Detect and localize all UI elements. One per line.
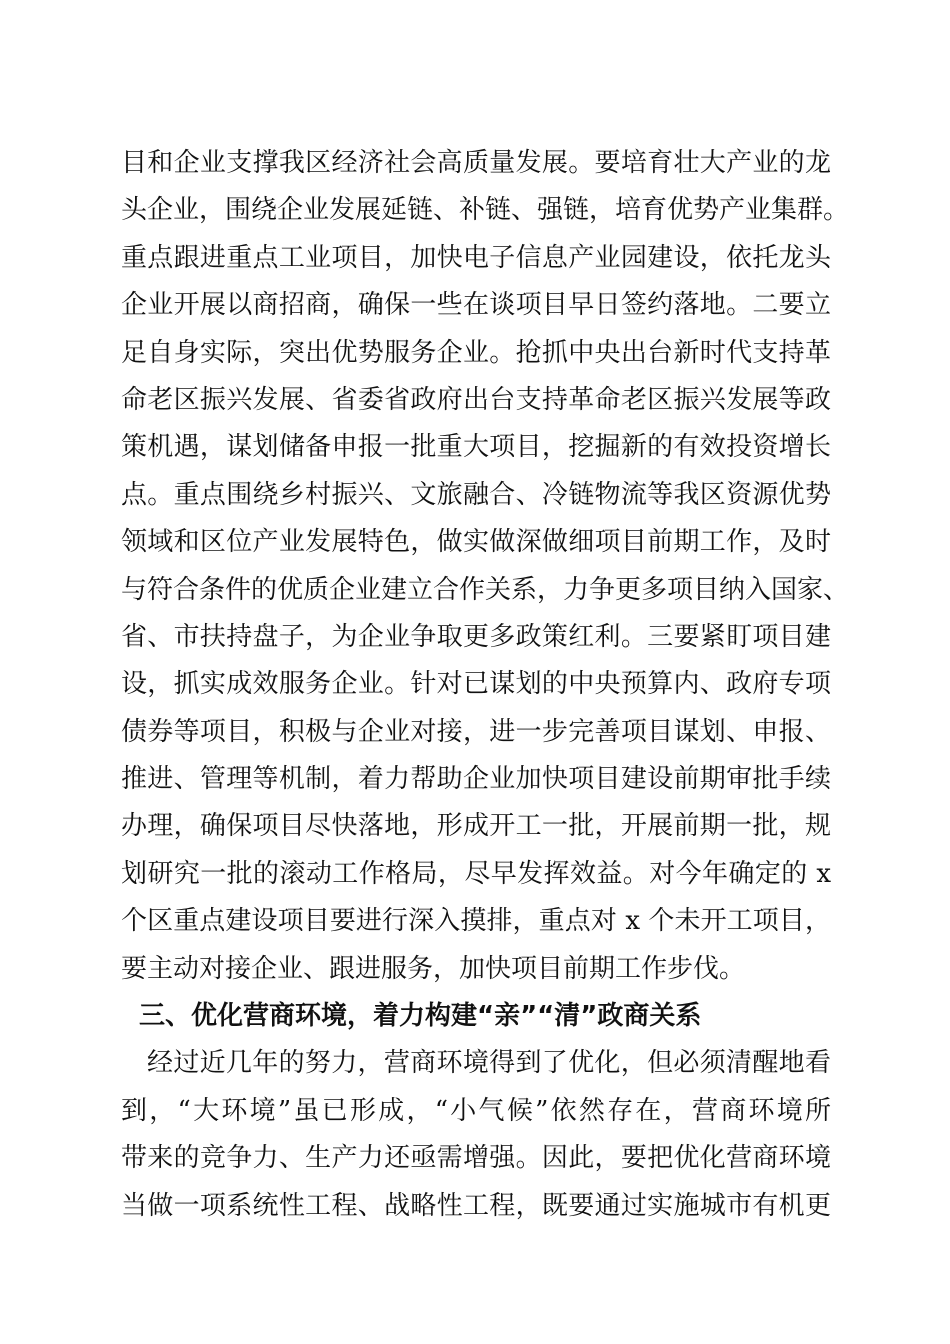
text-line: 设，抓实成效服务企业。针对已谋划的中央预算内、政府专项 (121, 669, 831, 700)
text-line: 带来的竞争力、生产力还亟需增强。因此，要把优化营商环境 (121, 1143, 831, 1174)
text-line: 策机遇，谋划储备申报一批重大项目，挖掘新的有效投资增长 (121, 432, 831, 463)
text-line: 领域和区位产业发展特色，做实做深做细项目前期工作，及时 (121, 527, 831, 558)
text-line: 点。重点围绕乡村振兴、文旅融合、冷链物流等我区资源优势 (121, 479, 831, 510)
text-line: 要主动对接企业、跟进服务，加快项目前期工作步伐。 (121, 953, 746, 984)
text-line: 头企业，围绕企业发展延链、补链、强链，培育优势产业集群。 (121, 195, 850, 226)
document-body (121, 140, 850, 1230)
text-line: 债券等项目，积极与企业对接，进一步完善项目谋划、申报、 (121, 716, 831, 747)
text-line: 省、市扶持盘子，为企业争取更多政策红利。三要紧盯项目建 (121, 621, 831, 652)
text-line: 目和企业支撑我区经济社会高质量发展。要培育壮大产业的龙 (121, 148, 831, 178)
text-line: 企业开展以商招商，确保一些在谈项目早日签约落地。二要立 (121, 290, 831, 321)
text-line: 当做一项系统性工程、战略性工程，既要通过实施城市有机更 (121, 1190, 831, 1221)
text-line: 与符合条件的优质企业建立合作关系，力争更多项目纳入国家、 (121, 574, 850, 605)
text-line: 命老区振兴发展、省委省政府出台支持革命老区振兴发展等政 (121, 384, 831, 415)
text-line: 办理，确保项目尽快落地，形成开工一批，开展前期一批，规 (121, 811, 831, 842)
paragraph-next (121, 1040, 831, 1230)
section-heading: 三、优化营商环境，着力构建“亲”“清”政商关系 (139, 1001, 702, 1032)
text-line: 重点跟进重点工业项目，加快电子信息产业园建设，依托龙头 (121, 242, 831, 273)
text-line: 推进、管理等机制，着力帮助企业加快项目建设前期审批手续 (121, 764, 831, 795)
text-line: 经过近几年的努力，营商环境得到了优化，但必须清醒地看 (147, 1048, 831, 1079)
text-line: 个区重点建设项目要进行深入摸排，重点对 x 个未开工项目， (121, 906, 831, 937)
text-line: 足自身实际，突出优势服务企业。抢抓中央出台新时代支持革 (121, 337, 831, 368)
paragraph-continued (121, 140, 850, 993)
text-line: 划研究一批的滚动工作格局，尽早发挥效益。对今年确定的 x (121, 858, 831, 889)
text-line: 到，“大环境”虽已形成，“小气候”依然存在，营商环境所 (121, 1095, 831, 1126)
